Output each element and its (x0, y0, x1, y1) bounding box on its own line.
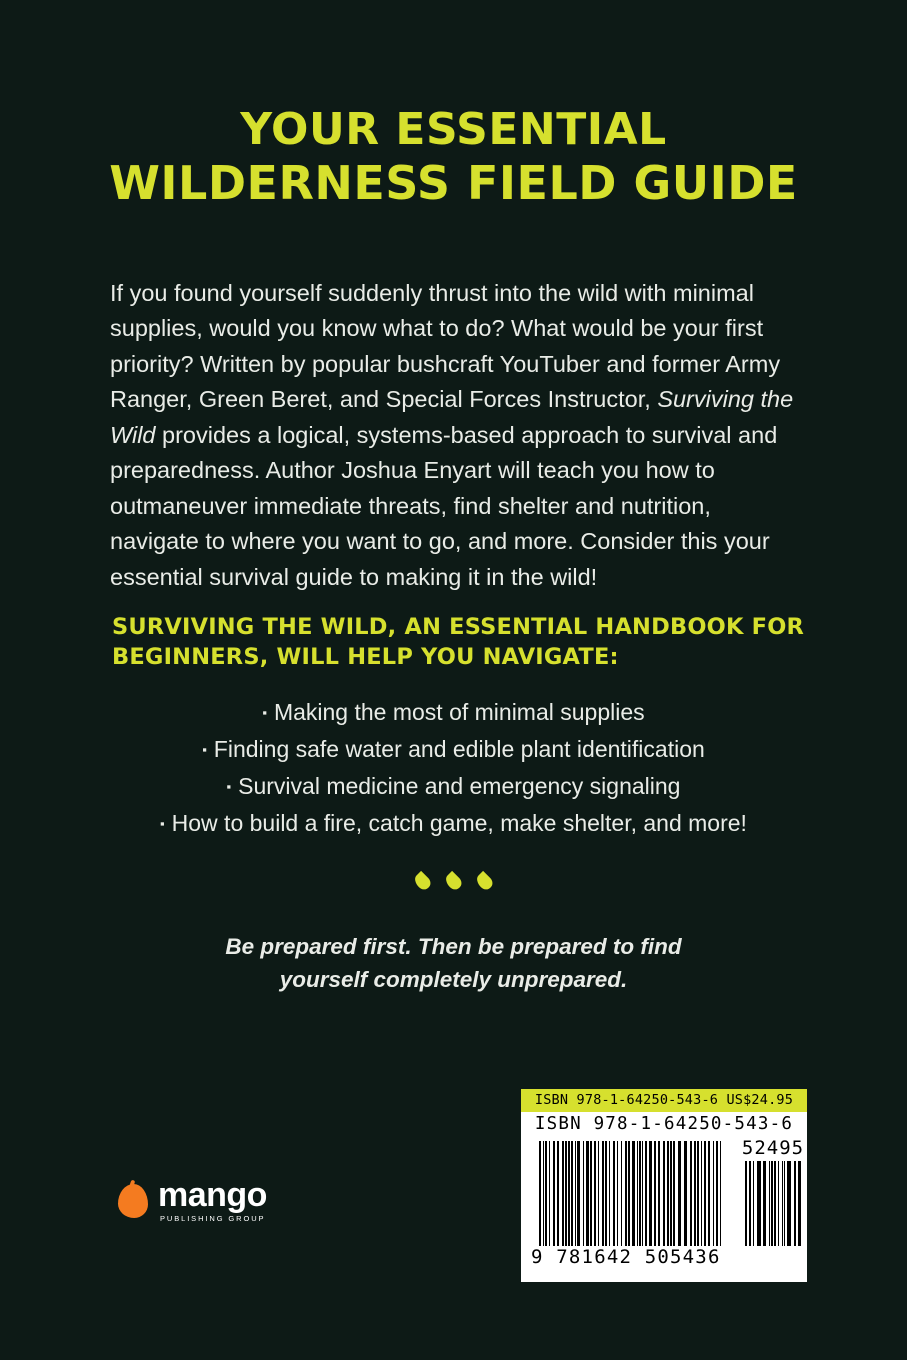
pull-quote-line-1: Be prepared first. Then be prepared to find (225, 934, 682, 959)
barcode-main-digits: 9 781642 505436 (531, 1246, 721, 1268)
description-part-2: provides a logical, systems-based approach to survival and preparedness. Author Joshua Enyart will teach you how to outmaneuver immediate threats, find shelter and nutrition, navigate to where you want to go, and more. Consider this your essential survival guide to making it in the wild! (110, 421, 778, 590)
list-item (0, 694, 907, 731)
pull-quote (150, 930, 757, 996)
flame-icon (474, 871, 495, 892)
flame-icon (412, 871, 433, 892)
barcode-bars-main (539, 1141, 729, 1246)
section-subheading: SURVIVING THE WILD, AN ESSENTIAL HANDBOOK FOR BEGINNERS, WILL HELP YOU NAVIGATE: (112, 614, 805, 670)
book-title-italic: Surviving the Wild (110, 386, 794, 448)
list-item-label: Survival medicine and emergency signaling (238, 773, 681, 799)
mango-fruit-icon (118, 1184, 148, 1218)
description-paragraph (110, 276, 800, 596)
bullet-square-icon: ▪ (202, 742, 207, 757)
flame-divider (0, 866, 907, 894)
list-item (0, 805, 907, 842)
bullet-square-icon: ▪ (262, 705, 267, 720)
list-item-label: How to build a fire, catch game, make shelter, and more! (171, 810, 747, 836)
bullet-square-icon: ▪ (160, 816, 165, 831)
list-item-label: Making the most of minimal supplies (273, 699, 645, 725)
barcode-block (521, 1089, 807, 1282)
flame-icon (443, 871, 464, 892)
publisher-logo-text (158, 1178, 267, 1224)
headline-line-1: YOUR ESSENTIAL (240, 104, 667, 155)
isbn-price-band: ISBN 978-1-64250-543-6 US$24.95 (521, 1089, 807, 1112)
barcode-bars-addon (745, 1161, 801, 1246)
list-item (0, 731, 907, 768)
headline-line-2: WILDERNESS FIELD GUIDE (109, 155, 798, 210)
bullet-square-icon: ▪ (226, 779, 232, 794)
description-part-1: If you found yourself suddenly thrust into the wild with minimal supplies, would you know what to do? What would be your first priority? Written by popular bushcraft YouTuber and former Army Ranger, Green Beret, and Special Forces Instructor, (110, 279, 781, 412)
list-item-label: Finding safe water and edible plant identification (213, 736, 705, 762)
pull-quote-line-2: yourself completely unprepared. (279, 967, 628, 992)
publisher-name: mango (158, 1176, 267, 1214)
list-item (0, 768, 907, 805)
publisher-tagline: PUBLISHING GROUP (160, 1214, 266, 1223)
feature-list (0, 694, 907, 842)
page-title (60, 104, 847, 210)
isbn-number: ISBN 978-1-64250-543-6 (534, 1114, 794, 1134)
publisher-logo (118, 1178, 267, 1224)
barcode-addon-digits: 52495 (741, 1137, 805, 1159)
